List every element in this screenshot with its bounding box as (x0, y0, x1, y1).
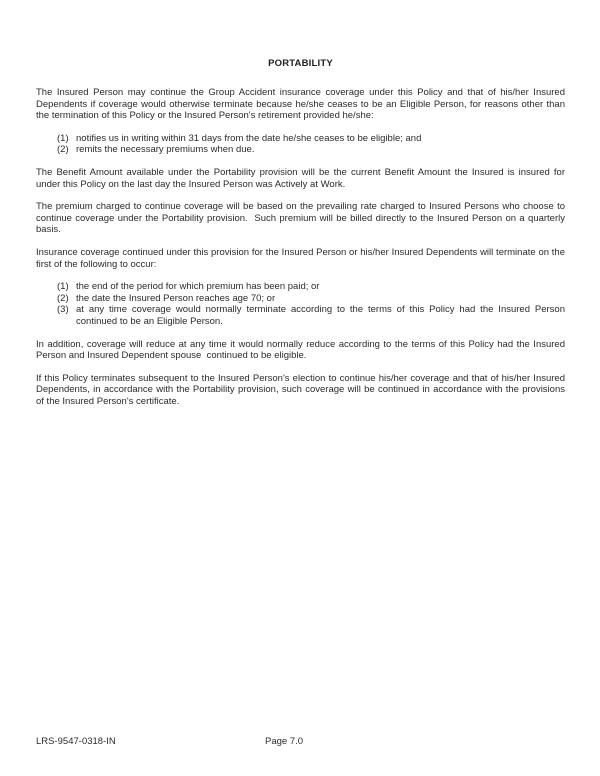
list-item-marker: (2) (57, 144, 69, 156)
paragraph-termination-lead: Insurance coverage continued under this provision for the Insured Person or his/her Insured Dependents will terminate on the first of the following to occur: (36, 246, 568, 270)
paragraph-reduction: In addition, coverage will reduce at any time it would normally reduce according to the terms of this Policy had the Insured Person and Insured Dependent spouse continued to be eligible. (36, 338, 568, 362)
list-item-label: the date the Insured Person reaches age 70; or (76, 292, 276, 304)
footer-page-number: Page 7.0 (265, 736, 304, 747)
list-item-marker: (3) (57, 304, 69, 316)
document-content (36, 58, 568, 418)
footer-form-number: LRS-9547-0318-IN (36, 736, 116, 747)
paragraph-benefit-amount: The Benefit Amount available under the Portability provision will be the current Benefit Amount the Insured is insured for under this Policy on the last day the Insured Person was Actively at Work. (36, 166, 568, 190)
paragraph-policy-terminates: If this Policy terminates subsequent to the Insured Person's election to continue his/her coverage and that of his/her Insured Dependents, in accordance with the Portability provision, such coverage will be continued in accordance with the provisions of the Insured Person's certificate. (36, 372, 568, 407)
list-item-marker: (2) (57, 292, 69, 304)
paragraph-premium: The premium charged to continue coverage will be based on the prevailing rate charged to Insured Persons who choose to continue coverage under the Portability provision. Such premium will be billed directly to the Insured Person on a quarterly basis. (36, 201, 568, 236)
list-item (36, 133, 565, 145)
list-item-label: notifies us in writing within 31 days from the date he/she ceases to be eligible; and (76, 132, 422, 144)
page-title: PORTABILITY (268, 58, 333, 69)
page-footer (36, 736, 565, 750)
list-item-label: remits the necessary premiums when due. (76, 144, 255, 156)
list-item-marker: (1) (57, 132, 69, 144)
list-item-label: at any time coverage would normally terminate according to the terms of this Policy had the Insured Person continued to be an Eligible Person. (76, 304, 565, 327)
list-item-marker: (1) (57, 281, 69, 293)
list-item (36, 144, 565, 156)
list-item (36, 293, 565, 305)
paragraph-intro: The Insured Person may continue the Group Accident insurance coverage under this Policy and that of his/her Insured Dependents if coverage would otherwise terminate because he/she ceases to be an Eligible Person, for reasons other than the termination of this Policy or the Insured Person's retirement provided he/she: (36, 87, 568, 122)
list-item (36, 281, 565, 293)
eligibility-conditions-list (36, 133, 565, 156)
list-item (36, 304, 565, 327)
termination-conditions-list (36, 281, 565, 327)
list-item-label: the end of the period for which premium has been paid; or (76, 281, 320, 293)
